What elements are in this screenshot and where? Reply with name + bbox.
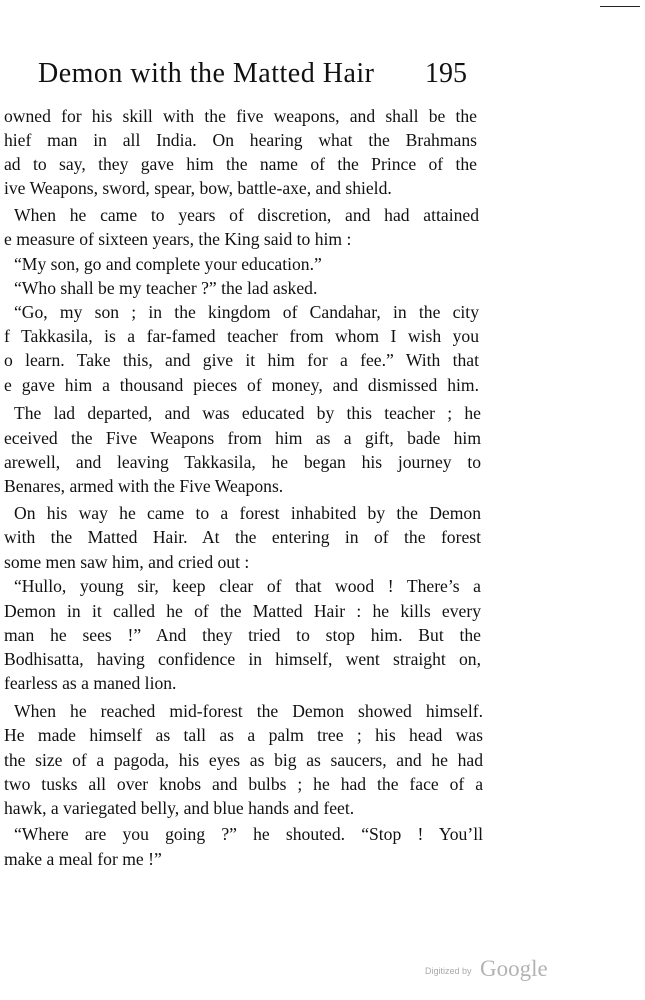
text-line: owned for his skill with the five weapons, and shall be the bbox=[4, 106, 477, 126]
digitized-by-google-watermark bbox=[425, 956, 565, 982]
text-line: hief man in all India. On hearing what the Brahmans bbox=[4, 130, 477, 150]
text-line: When he came to years of discretion, and had attained bbox=[14, 205, 479, 225]
text-line: Demon in it called he of the Matted Hair : he kills every bbox=[4, 601, 481, 621]
running-head bbox=[0, 58, 645, 98]
text-line: He made himself as tall as a palm tree ; his head was bbox=[4, 725, 483, 745]
text-line: ad to say, they gave him the name of the Prince of the bbox=[4, 154, 477, 174]
watermark-prefix: Digitized by bbox=[425, 966, 472, 976]
text-line: o learn. Take this, and give it him for a fee.” With that bbox=[4, 350, 479, 370]
text-line: “Who shall be my teacher ?” the lad asked. bbox=[14, 278, 318, 298]
text-line: “Hullo, young sir, keep clear of that wood ! There’s a bbox=[14, 576, 481, 596]
text-line: eceived the Five Weapons from him as a gift, bade him bbox=[4, 428, 481, 448]
text-line: f Takkasila, is a far-famed teacher from whom I wish you bbox=[4, 326, 479, 346]
text-line: The lad departed, and was educated by this teacher ; he bbox=[14, 403, 481, 423]
text-line: When he reached mid-forest the Demon showed himself. bbox=[14, 701, 483, 721]
text-line: the size of a pagoda, his eyes as big as saucers, and he had bbox=[4, 750, 483, 770]
text-line: some men saw him, and cried out : bbox=[4, 552, 250, 572]
page-number: 195 bbox=[425, 58, 467, 89]
text-line: e gave him a thousand pieces of money, and dismissed him. bbox=[4, 375, 479, 395]
text-line: arewell, and leaving Takkasila, he began his journey to bbox=[4, 452, 481, 472]
text-line: man he sees !” And they tried to stop him. But the bbox=[4, 625, 481, 645]
text-line: On his way he came to a forest inhabited by the Demon bbox=[14, 503, 481, 523]
text-line: make a meal for me !” bbox=[4, 849, 162, 869]
text-line: two tusks all over knobs and bulbs ; he had the face of a bbox=[4, 774, 483, 794]
text-line: ive Weapons, sword, spear, bow, battle-axe, and shield. bbox=[4, 178, 392, 198]
chapter-title: Demon with the Matted Hair bbox=[38, 58, 375, 89]
corner-rule bbox=[600, 6, 640, 7]
text-line: Benares, armed with the Five Weapons. bbox=[4, 476, 284, 496]
text-line: Bodhisatta, having confidence in himself, went straight on, bbox=[4, 649, 481, 669]
text-line: e measure of sixteen years, the King said to him : bbox=[4, 229, 352, 249]
google-wordmark: Google bbox=[480, 956, 548, 981]
text-line: “Go, my son ; in the kingdom of Candahar, in the city bbox=[14, 302, 479, 322]
text-line: with the Matted Hair. At the entering in of the forest bbox=[4, 527, 481, 547]
text-line: “Where are you going ?” he shouted. “Stop ! You’ll bbox=[14, 824, 483, 844]
text-line: fearless as a maned lion. bbox=[4, 673, 177, 693]
text-line: “My son, go and complete your education.” bbox=[14, 254, 322, 274]
text-line: hawk, a variegated belly, and blue hands and feet. bbox=[4, 798, 355, 818]
